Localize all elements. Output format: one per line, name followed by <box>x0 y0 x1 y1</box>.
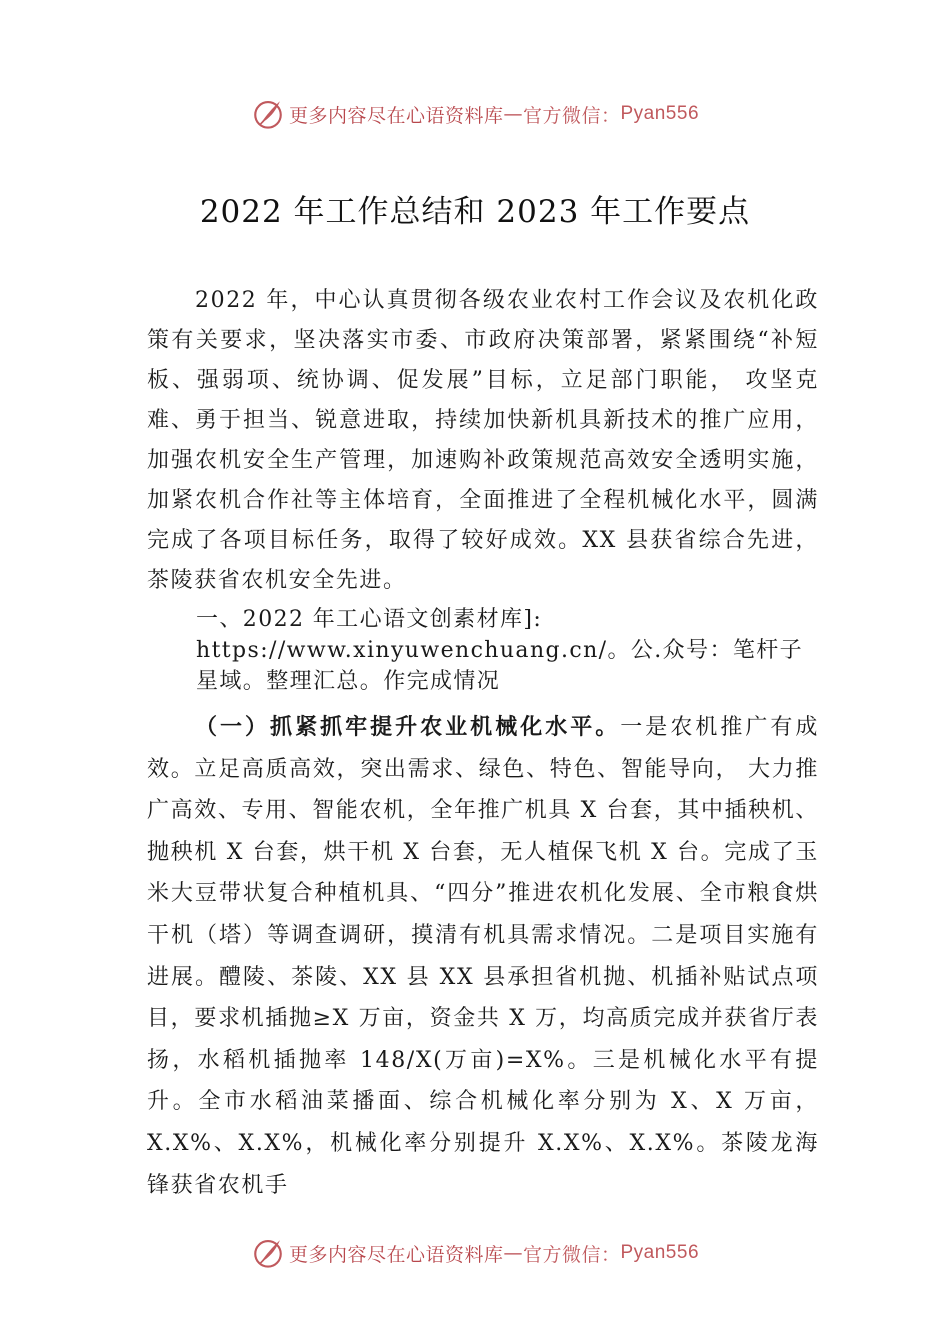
banner-dash: — <box>503 103 523 125</box>
intro-paragraph: 2022 年，中心认真贯彻各级农业农村工作会议及农机化政策有关要求，坚决落实市委、市政府决策部署，紧紧围绕“补短板、强弱项、统协调、促发展”目标，立足部门职能， 攻坚克难、勇于担当、锐意进取，持续加快新机具新技术的推广应用，加强农机安全生产管理，加速购补政策规范高效安全透明实施，加紧农机合作社等主体培育，全面推进了全程机械化水平，圆满完成了各项目标任务，取得了较好成效。XX 县获省综合先进，茶陵获省农机安全先进。 <box>147 288 819 593</box>
quill-logo-icon <box>251 1236 285 1270</box>
banner-wechat-id: Pyan556 <box>620 1242 700 1263</box>
section1-heading-line2: https://www.xinyuwenchuang.cn/。公.众号：笔杆子星域。整理汇总。作完成情况 <box>196 638 804 694</box>
subsection1-body: 一是农机推广有成效。立足高质高效，突出需求、绿色、特色、智能导向， 大力推广高效、专用、智能农机，全年推广机具 X 台套，其中插秧机、抛秧机 X 台套，烘干机 X 台套，无人植保飞机 X 台。完成了玉米大豆带状复合种植机具、“四分”推进农机化发展、全市粮食烘干机（塔）等调查调研，摸清有机具需求情况。二是项目实施有进展。醴陵、茶陵、XX 县 XX 县承担省机抛、机插补贴试点项目，要求机插抛≥X 万亩，资金共 X 万，均高质完成并获省厅表扬，水稻机插抛率 148/X(万亩)=X%。三是机械化水平有提升。全市水稻油菜播面、综合机械化率分别为 X、X 万亩，X.X%、X.X%，机械化率分别提升 X.X%、X.X%。茶陵龙海锋获省农机手 <box>147 715 819 1198</box>
banner-wechat-label: 官方微信： <box>522 1243 621 1266</box>
subsection1-paragraph <box>147 707 819 1206</box>
section1-heading-line1: 一、2022 年工心语文创素材库]: <box>196 607 543 632</box>
document-title: 2022 年工作总结和 2023 年工作要点 <box>199 194 751 230</box>
header-watermark-banner <box>0 94 950 134</box>
section1-heading <box>196 604 826 697</box>
banner-wechat-id: Pyan556 <box>620 103 700 124</box>
banner-text: 更多内容尽在心语资料库 <box>288 1243 504 1266</box>
footer-watermark-banner <box>0 1233 950 1273</box>
banner-text: 更多内容尽在心语资料库 <box>288 104 504 127</box>
quill-logo-icon <box>251 97 285 131</box>
banner-wechat-label: 官方微信： <box>522 104 621 127</box>
subsection1-title: （一）抓紧抓牢提升农业机械化水平。 <box>195 714 621 740</box>
banner-dash: — <box>503 1242 523 1264</box>
